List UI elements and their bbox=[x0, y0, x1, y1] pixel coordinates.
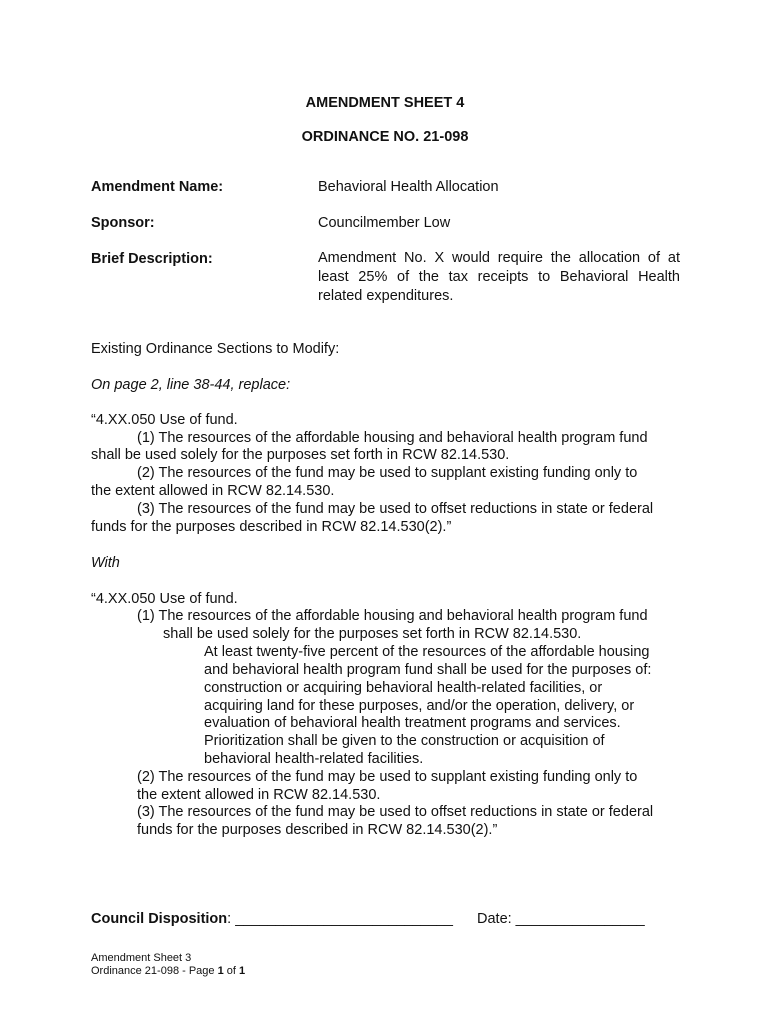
sponsor-label: Sponsor: bbox=[91, 215, 155, 231]
footer-sheet: Amendment Sheet 3 bbox=[91, 952, 192, 964]
sponsor-value: Councilmember Low bbox=[318, 215, 451, 231]
original-paragraph-3-cont: funds for the purposes described in RCW 82.14.530(2).” bbox=[91, 519, 452, 535]
amended-subparagraph-line: At least twenty-five percent of the resources of the affordable housing bbox=[204, 644, 650, 660]
footer-page-total: 1 bbox=[239, 965, 246, 977]
amended-paragraph-3-cont: funds for the purposes described in RCW 82.14.530(2).” bbox=[137, 822, 498, 838]
original-paragraph-1: (1) The resources of the affordable housing and behavioral health program fund bbox=[137, 430, 648, 446]
amended-subparagraph-line: Prioritization shall be given to the construction or acquisition of bbox=[204, 733, 605, 749]
footer-page-info bbox=[91, 965, 245, 978]
with-heading: With bbox=[91, 555, 120, 571]
amended-paragraph-2-cont: the extent allowed in RCW 82.14.530. bbox=[137, 787, 381, 803]
original-section-title: “4.XX.050 Use of fund. bbox=[91, 412, 238, 428]
amendment-name-value: Behavioral Health Allocation bbox=[318, 179, 499, 195]
date-field: Date: ________________ bbox=[477, 911, 645, 927]
original-paragraph-2-cont: the extent allowed in RCW 82.14.530. bbox=[91, 483, 335, 499]
amended-paragraph-3: (3) The resources of the fund may be used to offset reductions in state or federal bbox=[137, 804, 654, 820]
brief-description-label: Brief Description: bbox=[91, 251, 213, 267]
original-paragraph-2: (2) The resources of the fund may be used to supplant existing funding only to bbox=[137, 465, 638, 481]
sections-heading: Existing Ordinance Sections to Modify: bbox=[91, 341, 340, 357]
amended-paragraph-1: (1) The resources of the affordable housing and behavioral health program fund bbox=[137, 608, 648, 624]
council-disposition-blank: : ___________________________ bbox=[227, 911, 453, 927]
amended-paragraph-2: (2) The resources of the fund may be used to supplant existing funding only to bbox=[137, 769, 638, 785]
amended-subparagraph-line: and behavioral health program fund shall be used for the purposes of: bbox=[204, 662, 652, 678]
ordinance-number: ORDINANCE NO. 21-098 bbox=[301, 129, 469, 145]
brief-description-value: Amendment No. X would require the allocation of at least 25% of the tax receipts to Behavioral Health related expenditures. bbox=[318, 250, 680, 304]
council-disposition-label: Council Disposition bbox=[91, 911, 228, 927]
amended-subparagraph-line: behavioral health-related facilities. bbox=[204, 751, 424, 767]
amended-section-title: “4.XX.050 Use of fund. bbox=[91, 591, 238, 607]
council-disposition-line bbox=[91, 910, 453, 928]
footer-page-prefix: Ordinance 21-098 - Page bbox=[91, 965, 218, 977]
amended-paragraph-1-cont: shall be used solely for the purposes set forth in RCW 82.14.530. bbox=[163, 626, 582, 642]
page-title: AMENDMENT SHEET 4 bbox=[305, 95, 465, 111]
original-paragraph-1-cont: shall be used solely for the purposes set forth in RCW 82.14.530. bbox=[91, 447, 510, 463]
amended-subparagraph-line: construction or acquiring behavioral health-related facilities, or bbox=[204, 680, 603, 696]
original-paragraph-3: (3) The resources of the fund may be used to offset reductions in state or federal bbox=[137, 501, 654, 517]
footer-page-of: of bbox=[223, 965, 240, 977]
amended-subparagraph-line: evaluation of behavioral health treatment programs and services. bbox=[204, 715, 621, 731]
footer-page-current: 1 bbox=[217, 965, 224, 977]
amended-subparagraph-line: acquiring land for these purposes, and/or the operation, delivery, or bbox=[204, 698, 635, 714]
amendment-name-label: Amendment Name: bbox=[91, 179, 224, 195]
replace-heading: On page 2, line 38-44, replace: bbox=[91, 377, 291, 393]
